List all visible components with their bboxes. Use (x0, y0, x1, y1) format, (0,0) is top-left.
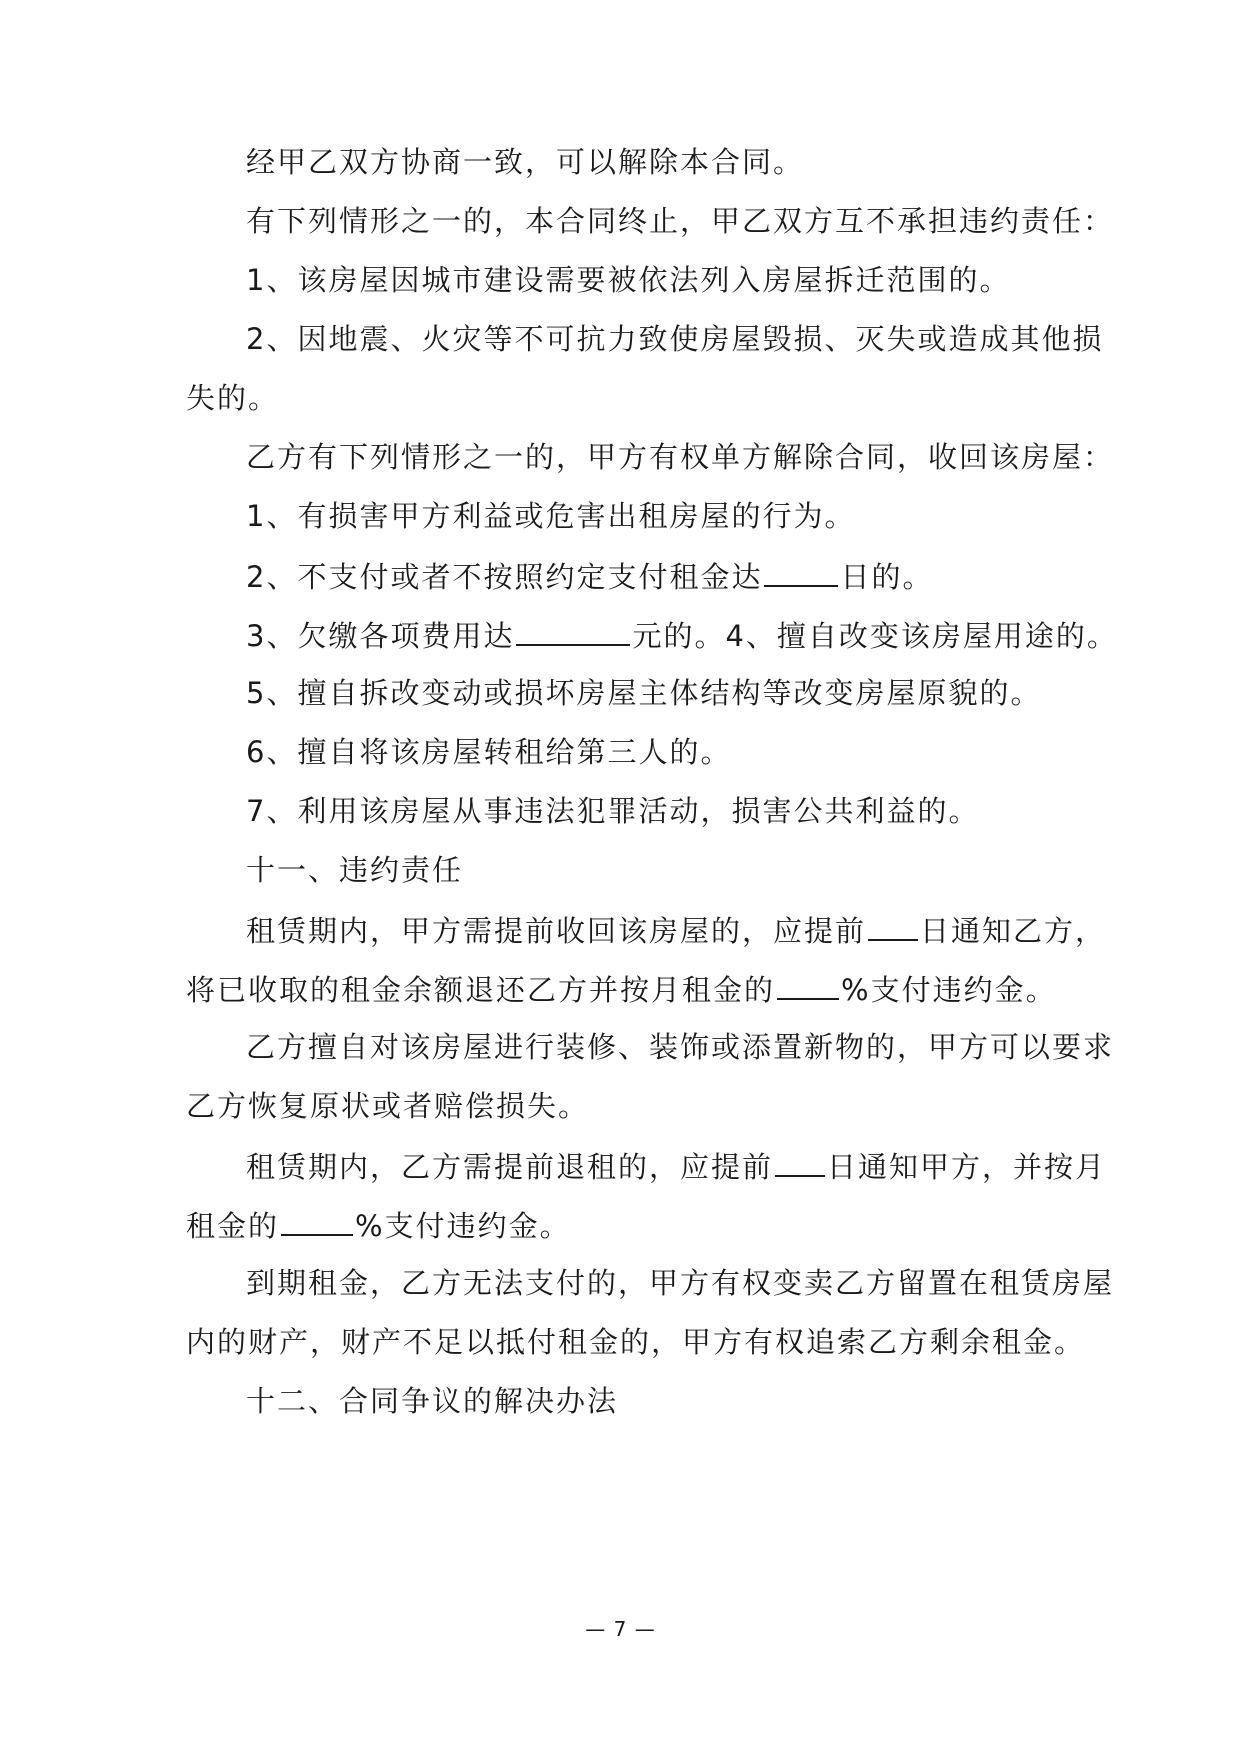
paragraph-lessee-early-termination (246, 1145, 1106, 1187)
lessee-notice-suffix: 日通知甲方，并按月 (827, 1150, 1107, 1184)
list-item-force-majeure: 2、因地震、火灾等不可抗力致使房屋毁损、灭失或造成其他损 (246, 322, 1104, 356)
list-item-demolition: 1、该房屋因城市建设需要被依法列入房屋拆迁范围的。 (246, 263, 1011, 297)
paragraph-lessee-early-termination-continued (186, 1204, 571, 1246)
lessor-notice-suffix: 日通知乙方， (920, 914, 1107, 948)
paragraph-termination-conditions: 有下列情形之一的，本合同终止，甲乙双方互不承担违约责任： (246, 204, 1115, 238)
lessor-notice-days-blank (868, 909, 918, 941)
lessee-penalty-percent-blank (281, 1204, 353, 1236)
paragraph-unauthorized-renovation: 乙方擅自对该房屋进行装修、装饰或添置新物的，甲方可以要求 (246, 1030, 1115, 1064)
lessee-penalty-suffix: %支付违约金。 (355, 1209, 571, 1243)
unpaid-fees-text: 3、欠缴各项费用达 (246, 619, 515, 653)
lessee-penalty-text: 租金的 (186, 1209, 280, 1243)
unpaid-fees-blank (516, 614, 630, 646)
list-item-unpaid-rent (246, 555, 933, 597)
page-number: — 7 — (585, 1617, 656, 1641)
paragraph-termination-by-agreement: 经甲乙双方协商一致，可以解除本合同。 (246, 145, 805, 179)
paragraph-lessor-early-recovery (246, 909, 1106, 951)
paragraph-overdue-rent-continued: 内的财产，财产不足以抵付租金的，甲方有权追索乙方剩余租金。 (186, 1325, 1086, 1359)
lessor-penalty-percent-blank (777, 968, 839, 1000)
paragraph-unauthorized-renovation-continued: 乙方恢复原状或者赔偿损失。 (186, 1089, 590, 1123)
lessor-penalty-suffix: %支付违约金。 (841, 973, 1057, 1007)
lessor-penalty-text: 将已收取的租金余额退还乙方并按月租金的 (186, 973, 776, 1007)
section-heading-dispute-resolution: 十二、合同争议的解决办法 (246, 1384, 619, 1418)
list-item-harmful-behavior: 1、有损害甲方利益或危害出租房屋的行为。 (246, 499, 856, 533)
paragraph-lessor-rescission-rights: 乙方有下列情形之一的，甲方有权单方解除合同，收回该房屋： (246, 440, 1115, 474)
unpaid-rent-text: 2、不支付或者不按照约定支付租金达 (246, 560, 763, 594)
unpaid-fees-suffix: 元的。4、擅自改变该房屋用途的。 (632, 619, 1118, 653)
list-item-structural-alteration: 5、擅自拆改变动或损坏房屋主体结构等改变房屋原貌的。 (246, 676, 1042, 710)
list-item-sublease: 6、擅自将该房屋转租给第三人的。 (246, 735, 732, 769)
section-heading-breach-liability: 十一、违约责任 (246, 853, 464, 887)
paragraph-lessor-early-recovery-continued (186, 968, 1057, 1010)
list-item-illegal-activity: 7、利用该房屋从事违法犯罪活动，损害公共利益的。 (246, 794, 980, 828)
paragraph-overdue-rent: 到期租金，乙方无法支付的，甲方有权变卖乙方留置在租赁房屋 (246, 1266, 1115, 1300)
lessor-notice-text: 租赁期内，甲方需提前收回该房屋的，应提前 (246, 914, 867, 948)
unpaid-days-blank (764, 555, 838, 587)
list-item-force-majeure-continued: 失的。 (186, 381, 280, 415)
lessee-notice-text: 租赁期内，乙方需提前退租的，应提前 (246, 1150, 774, 1184)
lessee-notice-days-blank (775, 1145, 825, 1177)
list-item-unpaid-fees (246, 614, 1118, 656)
unpaid-rent-suffix: 日的。 (840, 560, 934, 594)
